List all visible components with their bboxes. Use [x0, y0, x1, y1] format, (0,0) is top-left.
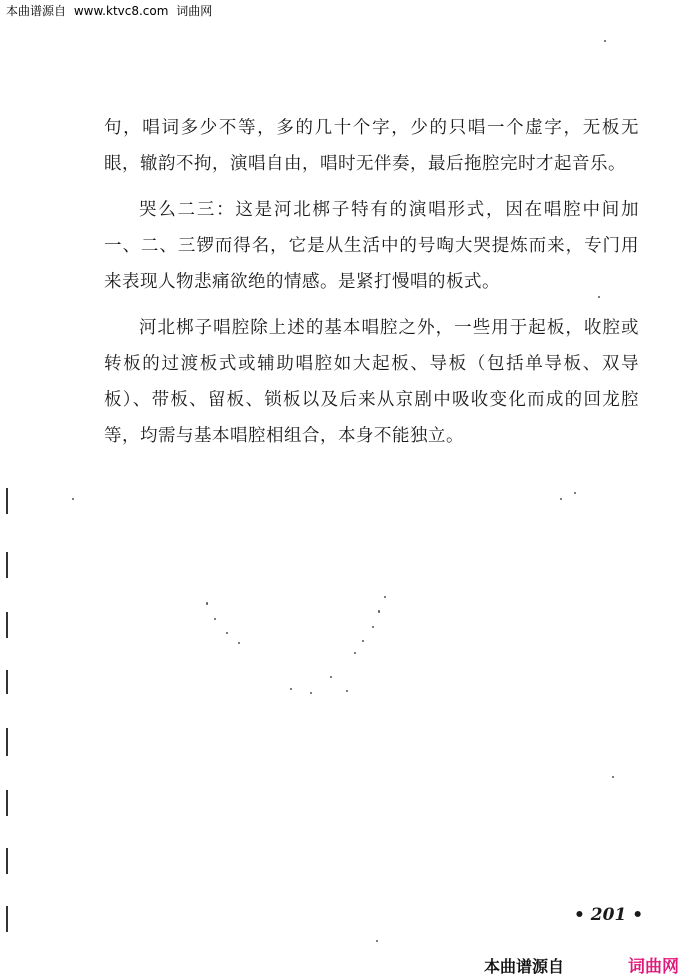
scan-speck	[290, 688, 292, 690]
paragraph-2: 哭么二三：这是河北梆子特有的演唱形式，因在唱腔中间加一、二、三锣而得名，它是从生活中的号啕大哭提炼而来，专门用来表现人物悲痛欲绝的情感。是紧打慢唱的板式。	[104, 200, 639, 292]
scan-speck	[330, 676, 332, 678]
header-site-name-2: 词曲网	[176, 4, 213, 18]
scan-margin-mark	[6, 612, 8, 638]
footer-logo: 词曲网	[628, 957, 679, 976]
scan-speck	[372, 626, 374, 628]
scan-speck	[206, 602, 208, 605]
scan-margin-mark	[6, 670, 8, 694]
header-url[interactable]: www.ktvc8.com	[73, 4, 169, 18]
page-number: • 201 •	[574, 905, 644, 925]
footer-brand: 本曲谱源自	[484, 957, 565, 976]
scan-margin-mark	[6, 906, 8, 932]
scan-speck	[378, 610, 380, 613]
scan-speck	[226, 632, 228, 634]
scan-speck	[214, 618, 216, 620]
scan-speck	[560, 498, 562, 500]
paragraph-3: 河北梆子唱腔除上述的基本唱腔之外，一些用于起板，收腔或转板的过渡板式或辅助唱腔如大起板、导板（包括单导板、双导板）、带板、留板、锁板以及后来从京剧中吸收变化而成的回龙腔等，均需与基本唱腔相组合，本身不能独立。	[104, 318, 639, 446]
scan-speck	[604, 40, 606, 42]
scan-speck	[354, 652, 356, 654]
scan-speck	[376, 940, 378, 942]
scan-speck	[384, 596, 386, 598]
scan-margin-mark	[6, 790, 8, 816]
scan-speck	[612, 776, 614, 778]
scan-margin-mark	[6, 552, 8, 578]
scan-speck	[574, 492, 576, 494]
scan-speck	[310, 692, 312, 694]
scan-speck	[362, 640, 364, 642]
scan-margin-mark	[6, 488, 8, 514]
scan-margin-mark	[6, 848, 8, 874]
scan-speck	[346, 690, 348, 692]
header-site-name: 本曲谱源自	[6, 4, 67, 18]
body-text	[104, 110, 639, 464]
paragraph-1: 句，唱词多少不等，多的几十个字，少的只唱一个虚字，无板无眼，辙韵不拘，演唱自由，唱时无伴奏，最后拖腔完时才起音乐。	[104, 118, 639, 174]
scan-speck	[598, 296, 600, 298]
scan-margin-mark	[6, 728, 8, 756]
scan-speck	[72, 498, 74, 500]
page-header	[6, 2, 216, 19]
scan-speck	[238, 642, 240, 644]
